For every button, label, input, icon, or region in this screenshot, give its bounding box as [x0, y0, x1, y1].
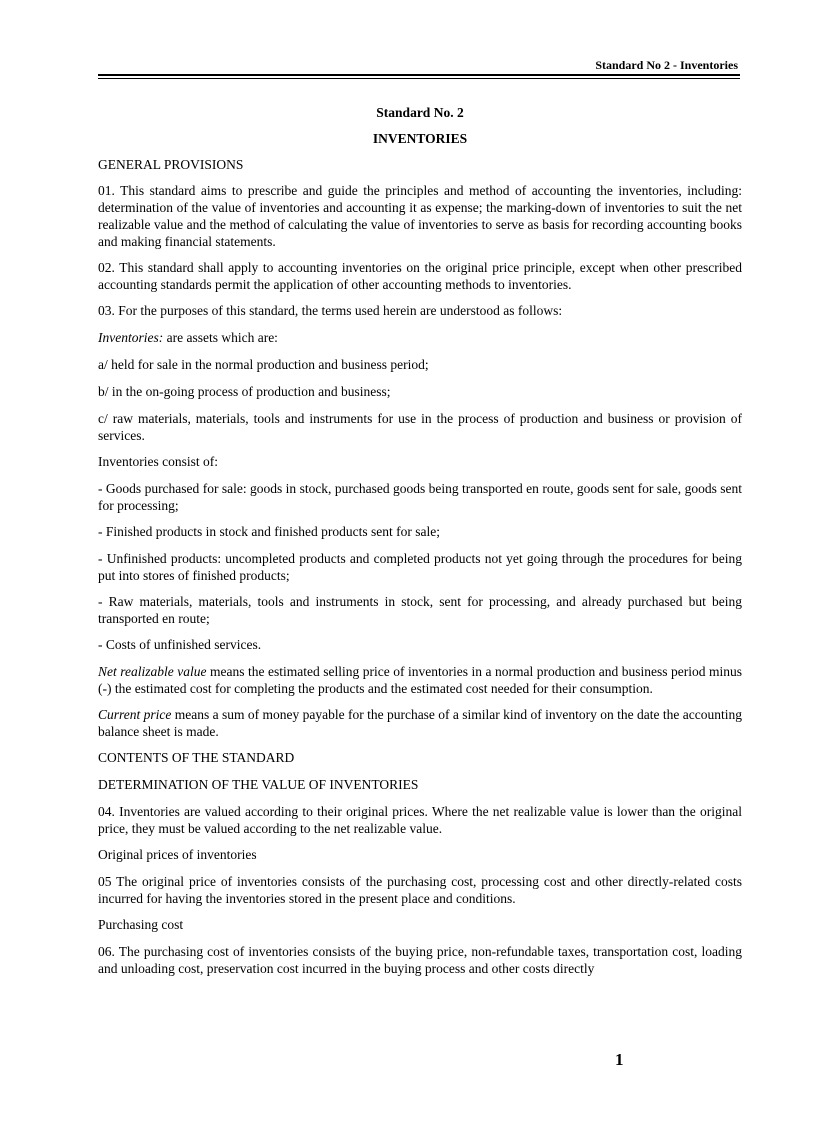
paragraph-03: 03. For the purposes of this standard, the terms used herein are understood as follows:: [98, 303, 563, 318]
subheading-purchasing-cost: Purchasing cost: [98, 917, 184, 932]
term-nrv: Net realizable value: [98, 664, 207, 679]
definition-inventories: [98, 329, 742, 346]
header-rule-thin: [98, 78, 740, 79]
bullet-goods: - Goods purchased for sale: goods in stock, purchased goods being transported en route, goods sent for sale, goods sent for processing;: [98, 481, 742, 513]
list-item-a: a/ held for sale in the normal production and business period;: [98, 357, 429, 372]
consist-of-label: Inventories consist of:: [98, 454, 218, 469]
term-current-price: Current price: [98, 707, 172, 722]
list-item-c: c/ raw materials, materials, tools and instruments for use in the process of production and business or provision of services.: [98, 411, 742, 443]
definition-text: are assets which are:: [163, 330, 278, 345]
document-body: [98, 104, 742, 986]
paragraph-05: 05 The original price of inventories consists of the purchasing cost, processing cost and other directly-related costs incurred for having the inventories stored in the present place and conditions.: [98, 874, 742, 906]
definition-nrv: [98, 663, 742, 697]
running-header: Standard No 2 - Inventories: [595, 58, 738, 72]
subheading-original-prices: Original prices of inventories: [98, 847, 257, 862]
term-inventories: Inventories:: [98, 330, 164, 345]
list-item-b: b/ in the on-going process of production and business;: [98, 384, 391, 399]
paragraph-06: 06. The purchasing cost of inventories consists of the buying price, non-refundable taxes, transportation cost, loading and unloading cost, preservation cost incurred in the buying process and other costs directly: [98, 944, 742, 976]
paragraph-01: 01. This standard aims to prescribe and guide the principles and method of accounting the inventories, including: determination of the value of inventories and accounting it as expense; the marking-down of inventories to suit the net realizable value and the method of calculating the value of inventories to serve as basis for recording accounting books and making financial statements.: [98, 183, 742, 249]
bullet-unfinished: - Unfinished products: uncompleted products and completed products not yet going through the procedures for being put into stores of finished products;: [98, 551, 742, 583]
document-title-line1: Standard No. 2: [376, 105, 464, 120]
section-heading-contents: CONTENTS OF THE STANDARD: [98, 750, 295, 765]
bullet-services: - Costs of unfinished services.: [98, 637, 262, 652]
bullet-raw-materials: - Raw materials, materials, tools and instruments in stock, sent for processing, and already purchased but being transported en route;: [98, 594, 742, 626]
document-title-line2: INVENTORIES: [372, 131, 468, 146]
page-number: 1: [615, 1050, 624, 1069]
definition-text: means the estimated selling price of inventories in a normal production and business period minus (-) the estimated cost for completing the products and the estimated cost needed for their consumption.: [98, 664, 742, 696]
paragraph-02: 02. This standard shall apply to accounting inventories on the original price principle, except when other prescribed accounting standards permit the application of other accounting methods to inventories.: [98, 260, 742, 292]
bullet-finished: - Finished products in stock and finished products sent for sale;: [98, 524, 440, 539]
definition-text: means a sum of money payable for the purchase of a similar kind of inventory on the date the accounting balance sheet is made.: [98, 707, 742, 739]
section-heading-determination: DETERMINATION OF THE VALUE OF INVENTORIES: [98, 777, 419, 792]
definition-current-price: [98, 706, 742, 740]
header-rule-thick: [98, 74, 740, 76]
section-heading-general: GENERAL PROVISIONS: [98, 157, 244, 172]
paragraph-04: 04. Inventories are valued according to their original prices. Where the net realizable value is lower than the original price, they must be valued according to the net realizable value.: [98, 804, 742, 836]
